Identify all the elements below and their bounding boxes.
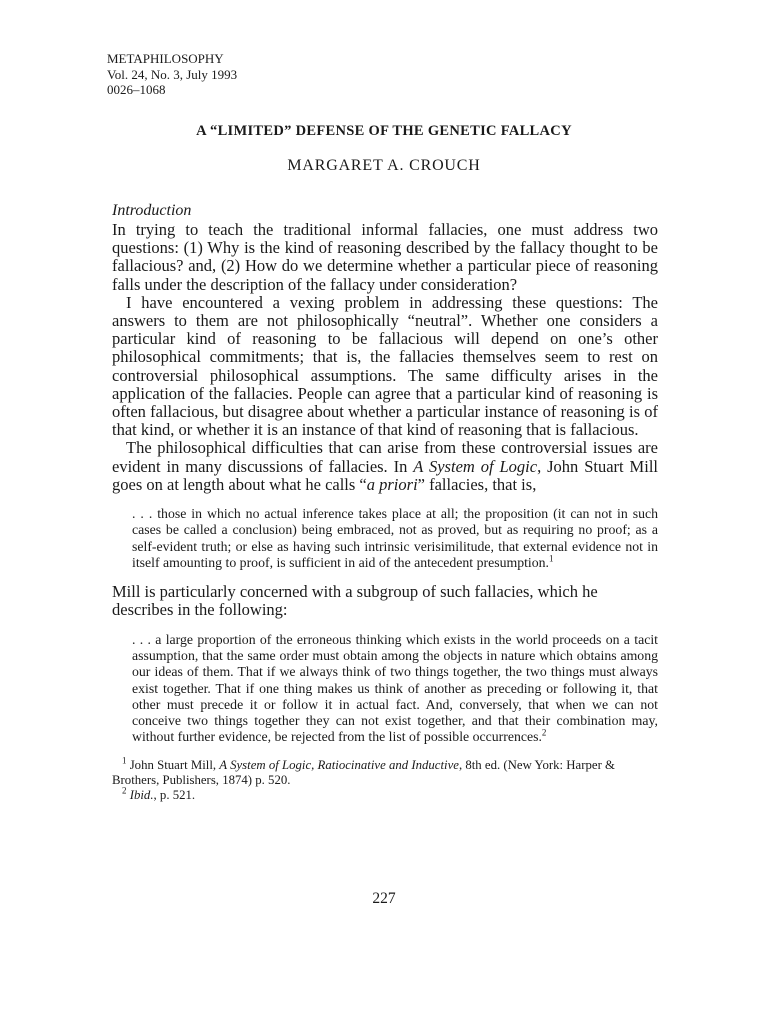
- article-body: [112, 201, 658, 803]
- book-title: A System of Logic: [413, 456, 538, 476]
- journal-header: [107, 51, 237, 98]
- journal-volume: Vol. 24, No. 3, July 1993: [107, 66, 238, 82]
- section-heading: Introduction: [112, 202, 192, 219]
- footnote-1: [112, 755, 658, 788]
- article-title: A “LIMITED” DEFENSE OF THE GENETIC FALLACY: [196, 123, 572, 139]
- paragraph-4: Mill is particularly concerned with a subgroup of such fallacies, which he describes in the following:: [112, 582, 598, 620]
- block-quote-1-text: . . . those in which no actual inference takes place at all; the proposition (it can not in such cases be called a conclusion) being embraced, not as proved, but as requiring no proof; as a self-evident truth; or else as having such intrinsic verisimilitude, that external evidence not in itself amounting to proof, is sufficient in aid of the antecedent presumption.: [132, 506, 658, 570]
- footnote-2-ibid: Ibid.: [129, 788, 154, 803]
- footnote-2-mark: 2: [122, 785, 127, 796]
- footnote-1-title: A System of Logic, Ratiocinative and Inductive: [219, 757, 459, 772]
- footnote-ref-1: 1: [549, 553, 554, 564]
- footnote-ref-2: 2: [541, 727, 547, 738]
- block-quote-2: [132, 632, 658, 746]
- article-author: MARGARET A. CROUCH: [287, 157, 481, 174]
- paragraph-1: In trying to teach the traditional informal fallacies, one must address two questions: (1) Why is the kind of reasoning described by the fallacy thought to be fallacious? and, (2) How do we determine whether a particular piece of reasoning falls under the description of the fallacy under consideration?: [112, 220, 658, 294]
- page-number: 227: [372, 890, 396, 907]
- paragraph-3-text-c: ” fallacies, that is,: [417, 474, 537, 494]
- paragraph-3-text-b: , John Stuart Mill goes on at length about what he calls “: [112, 456, 658, 494]
- footnotes: [112, 755, 658, 804]
- paragraph-3-text-a: The philosophical difficulties that can arise from these controversial issues are evident in many discussions of fallacies. In: [112, 438, 658, 476]
- journal-issn: 0026–1068: [107, 82, 166, 97]
- footnote-1-text-a: John Stuart Mill,: [126, 757, 220, 772]
- block-quote-1: [132, 506, 658, 571]
- footnote-2: [112, 785, 658, 803]
- a-priori-term: a priori: [366, 474, 418, 494]
- footnote-1-mark: 1: [122, 755, 127, 766]
- paragraph-2: I have encountered a vexing problem in addressing these questions: The answers to them are not philosophically “neutral”. Whether one considers a particular kind of reasoning to be fallacious will depend on one’s other philosophical commitments; that is, the fallacies themselves seem to rest on controversial philosophical assumptions. The same difficulty arises in the application of the fallacies. People can agree that a particular kind of reasoning is often fallacious, but disagree about whether a particular instance of reasoning is of that kind, or whether it is an instance of that kind of reasoning that is fallacious.: [112, 292, 658, 440]
- footnote-1-text-b: , 8th ed. (New York: Harper & Brothers, Publishers, 1874) p. 520.: [112, 757, 615, 787]
- footnote-2-text: , p. 521.: [153, 788, 196, 803]
- journal-name: METAPHILOSOPHY: [107, 51, 224, 66]
- block-quote-2-text: . . . a large proportion of the erroneous thinking which exists in the world proceeds on a tacit assumption, that the same order must obtain among the objects in nature which obtains among our ideas of them. That if we always think of two things together, the two things must always exist together. That if one thing makes us think of another as preceding or following it, that other must precede it or follow it in actual fact. And, conversely, that when we can not conceive two things together they can not exist together, and that their combination may, without further evidence, be rejected from the list of possible occurrences.: [132, 631, 658, 745]
- paragraph-3: [112, 439, 658, 494]
